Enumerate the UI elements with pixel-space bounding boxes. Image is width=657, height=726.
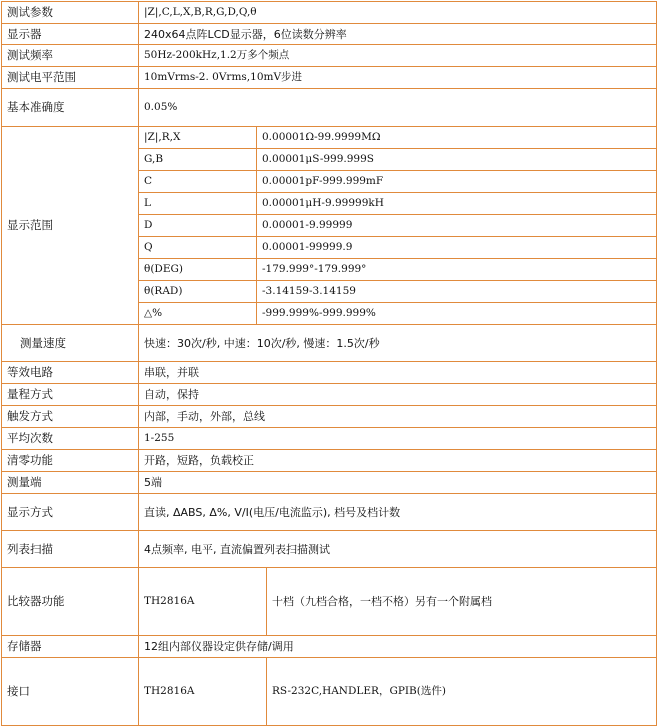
value-trigger: 内部，手动，外部，总线: [139, 406, 657, 428]
label-zero: 清零功能: [2, 450, 139, 472]
range-value: -179.999°-179.999°: [257, 259, 657, 281]
value-listscan: 4点频率, 电平, 直流偏置列表扫描测试: [139, 531, 657, 568]
range-param: Q: [139, 237, 257, 259]
range-value: 0.00001Ω-99.9999MΩ: [257, 127, 657, 149]
row-listscan: [2, 531, 657, 568]
value-display: 240x64点阵LCD显示器，6位读数分辨率: [139, 24, 657, 45]
range-param: θ(DEG): [139, 259, 257, 281]
row-accuracy: [2, 89, 657, 127]
label-display: 显示器: [2, 24, 139, 45]
value-params: |Z|,C,L,X,B,R,G,D,Q,θ: [139, 2, 657, 24]
row-level: [2, 67, 657, 89]
value-zero: 开路，短路，负载校正: [139, 450, 657, 472]
row-display: [2, 24, 657, 45]
value-displaymode: 直读, ΔABS, Δ%, V/I(电压/电流监示), 档号及档计数: [139, 494, 657, 531]
range-row: [2, 127, 657, 149]
range-value: 0.00001-9.99999: [257, 215, 657, 237]
value-storage: 12组内部仪器设定供存储/调用: [139, 636, 657, 658]
spec-table: [1, 1, 657, 726]
value-comparator: 十档（九档合格，一档不格）另有一个附属档: [267, 568, 657, 636]
label-params: 测试参数: [2, 2, 139, 24]
range-value: 0.00001-99999.9: [257, 237, 657, 259]
label-comparator: 比较器功能: [2, 568, 139, 636]
value-terminal: 5端: [139, 472, 657, 494]
label-circuit: 等效电路: [2, 362, 139, 384]
value-speed: 快速：30次/秒, 中速：10次/秒, 慢速：1.5次/秒: [139, 325, 657, 362]
row-freq: [2, 45, 657, 67]
row-trigger: [2, 406, 657, 428]
label-accuracy: 基本准确度: [2, 89, 139, 127]
row-speed: [2, 325, 657, 362]
label-level: 测试电平范围: [2, 67, 139, 89]
label-interface: 接口: [2, 658, 139, 726]
range-param: |Z|,R,X: [139, 127, 257, 149]
range-value: 0.00001μS-999.999S: [257, 149, 657, 171]
row-interface: [2, 658, 657, 726]
range-param: D: [139, 215, 257, 237]
value-level: 10mVrms-2. 0Vrms,10mV步进: [139, 67, 657, 89]
row-average: [2, 428, 657, 450]
row-displaymode: [2, 494, 657, 531]
range-param: C: [139, 171, 257, 193]
range-param: θ(RAD): [139, 281, 257, 303]
value-accuracy: 0.05%: [139, 89, 657, 127]
label-displaymode: 显示方式: [2, 494, 139, 531]
label-freq: 测试频率: [2, 45, 139, 67]
row-terminal: [2, 472, 657, 494]
value-freq: 50Hz-200kHz,1.2万多个频点: [139, 45, 657, 67]
value-circuit: 串联，并联: [139, 362, 657, 384]
range-value: 0.00001μH-9.99999kH: [257, 193, 657, 215]
label-storage: 存储器: [2, 636, 139, 658]
model-comparator: TH2816A: [139, 568, 267, 636]
row-params: [2, 2, 657, 24]
value-rangemode: 自动，保持: [139, 384, 657, 406]
range-value: -999.999%-999.999%: [257, 303, 657, 325]
range-value: 0.00001pF-999.999mF: [257, 171, 657, 193]
label-average: 平均次数: [2, 428, 139, 450]
range-value: -3.14159-3.14159: [257, 281, 657, 303]
label-range: 显示范围: [2, 127, 139, 325]
model-interface: TH2816A: [139, 658, 267, 726]
label-listscan: 列表扫描: [2, 531, 139, 568]
row-comparator: [2, 568, 657, 636]
row-zero: [2, 450, 657, 472]
range-param: G,B: [139, 149, 257, 171]
label-speed: 测量速度: [2, 325, 139, 362]
range-param: △%: [139, 303, 257, 325]
label-trigger: 触发方式: [2, 406, 139, 428]
value-average: 1-255: [139, 428, 657, 450]
range-param: L: [139, 193, 257, 215]
row-rangemode: [2, 384, 657, 406]
row-circuit: [2, 362, 657, 384]
label-rangemode: 量程方式: [2, 384, 139, 406]
row-storage: [2, 636, 657, 658]
value-interface: RS-232C,HANDLER，GPIB(选件): [267, 658, 657, 726]
label-terminal: 测量端: [2, 472, 139, 494]
